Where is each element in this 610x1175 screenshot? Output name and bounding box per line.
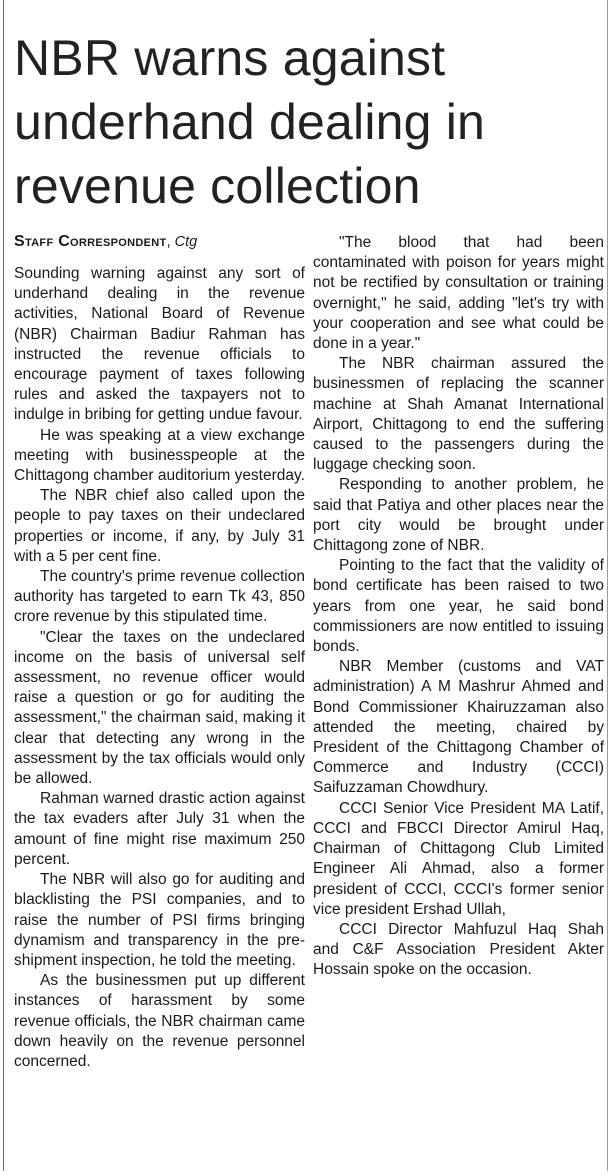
- paragraph: The NBR will also go for auditing and blacklisting the PSI companies, and to raise the number of PSI firms bringing dynamism and transparency in the pre-shipment inspection, he told the meeting.: [14, 871, 305, 969]
- byline-location: Ctg: [174, 234, 198, 250]
- clipping-right-edge: [607, 0, 608, 1171]
- paragraph: Pointing to the fact that the validity of bond certificate has been raised to two years from one year, he said bond commissioners are now entitled to issuing bonds.: [313, 557, 604, 656]
- paragraph: The NBR chairman assured the businessmen of replacing the scanner machine at Shah Amanat International Airport, Chittagong to end the suffering caused to the passengers during the luggage checking soon.: [313, 355, 604, 474]
- clipping-left-edge: [3, 0, 4, 1171]
- paragraph: CCCI Senior Vice President MA Latif, CCCI and FBCCI Director Amirul Haq, Chairman of Chittagong Club Limited Engineer Ali Ahmad, also a former president of CCCI, CCCI's former senior vice president Ershad Ullah,: [313, 799, 604, 918]
- paragraph: As the businessmen put up different instances of harassment by some revenue officials, the NBR chairman came down heavily on the revenue personnel concerned.: [14, 972, 305, 1070]
- byline: [14, 232, 305, 252]
- paragraph: He was speaking at a view exchange meeting with businesspeople at the Chittagong chamber auditorium yesterday.: [14, 426, 305, 485]
- byline-separator: ,: [166, 234, 175, 250]
- paragraph: "The blood that had been contaminated with poison for years might not be rectified by consultation or training overnight," he said, adding "let's try with your cooperation and see what could be done in a year.": [313, 234, 604, 353]
- article-column-left: [14, 232, 305, 1072]
- paragraph: Responding to another problem, he said that Patiya and other places near the port city would be brought under Chittagong zone of NBR.: [313, 476, 604, 555]
- paragraph: The NBR chief also called upon the people to pay taxes on their undeclared properties or income, if any, by July 31 with a 5 per cent fine.: [14, 487, 305, 565]
- paragraph: CCCI Director Mahfuzul Haq Shah and C&F Association President Akter Hossain spoke on the occasion.: [313, 920, 604, 979]
- byline-name: Staff Correspondent: [14, 233, 167, 250]
- paragraph: Rahman warned drastic action against the tax evaders after July 31 when the amount of fine might rise maximum 250 percent.: [14, 790, 305, 868]
- paragraph: "Clear the taxes on the undeclared income on the basis of universal self assessment, no revenue officer would raise a question or go for auditing the assessment," the chairman said, making it clear that detecting any wrong in the assessment by the tax officials would only be allowed.: [14, 628, 305, 788]
- paragraph: The country's prime revenue collection authority has targeted to earn Tk 43, 850 crore revenue by this stipulated time.: [14, 568, 305, 626]
- paragraph: NBR Member (customs and VAT administration) A M Mashrur Ahmed and Bond Commissioner Khairuzzaman also attended the meeting, chaired by President of the Chittagong Chamber of Commerce and Industry (CCCI) Saifuzzaman Chowdhury.: [313, 658, 604, 797]
- paragraph: Sounding warning against any sort of underhand dealing in the revenue activities, National Board of Revenue (NBR) Chairman Badiur Rahman has instructed the revenue officials to encourage payment of taxes following rules and asked the taxpayers not to indulge in bribing for getting undue favour.: [14, 265, 305, 424]
- headline: NBR warns against underhand dealing in revenue collection: [14, 30, 486, 214]
- article-column-right: [313, 233, 604, 981]
